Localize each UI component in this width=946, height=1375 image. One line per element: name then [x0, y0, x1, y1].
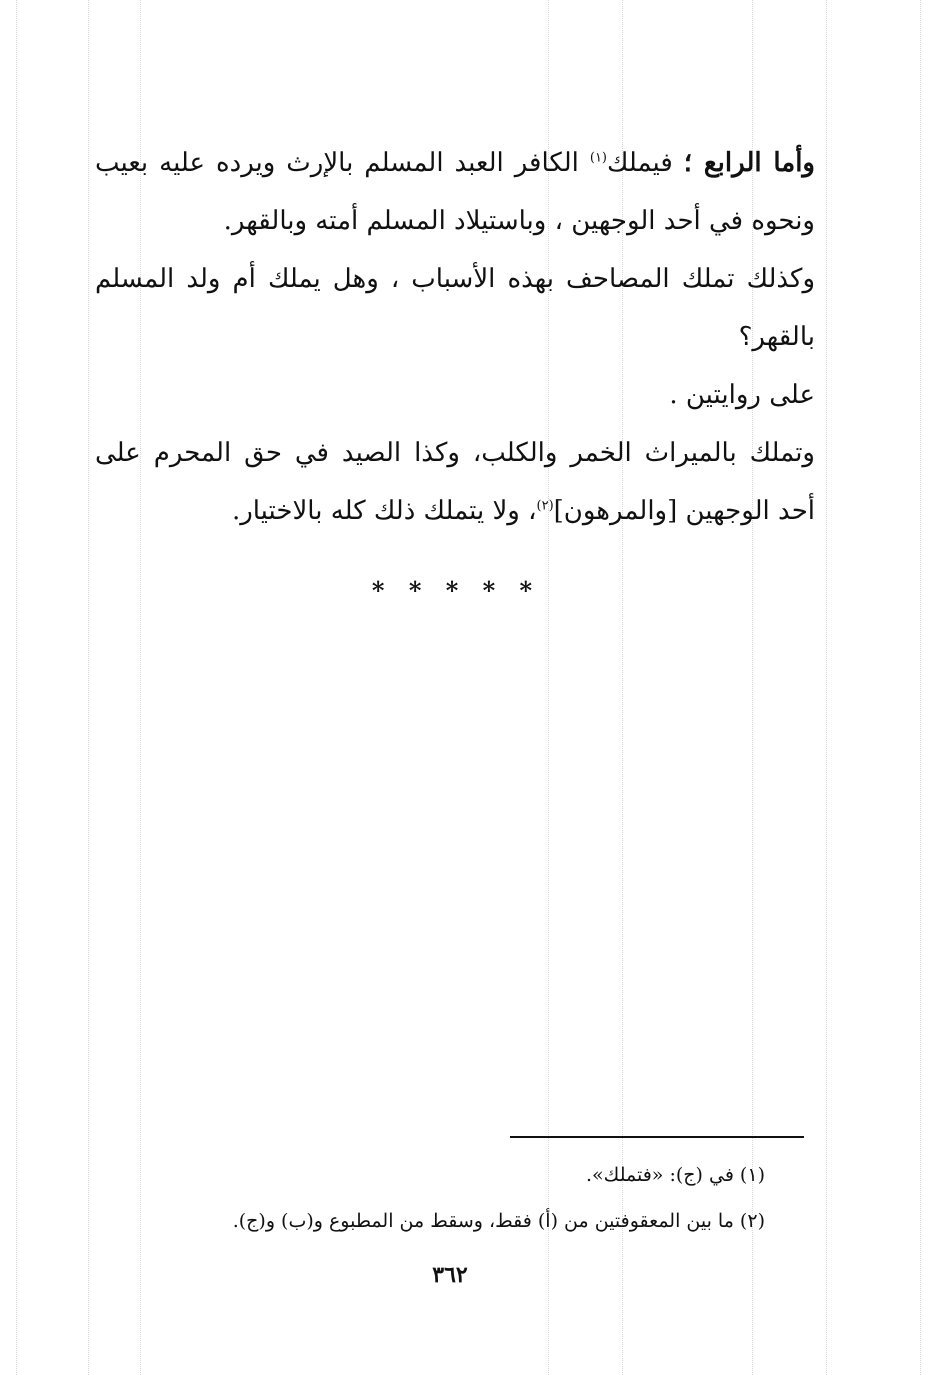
page-number: ٣٦٢: [432, 1262, 468, 1288]
paragraph-text: وتملك بالميراث الخمر والكلب، وكذا الصيد في حق المحرم على أحد الوجهين [والمرهون]: [95, 438, 815, 526]
scan-guide-line: [16, 0, 17, 1375]
paragraph-text: وكذلك تملك المصاحف بهذه الأسباب ، وهل يملك أم ولد المسلم بالقهر؟: [95, 264, 815, 352]
paragraph-lead-heading: وأما الرابع ؛: [683, 148, 815, 178]
footnote-marker-2[interactable]: (٢): [536, 498, 554, 514]
scan-guide-line: [826, 0, 827, 1375]
footnote-item: (١) في (ج): «فتملك».: [586, 1164, 765, 1186]
paragraph-text: ، ولا يتملك ذلك كله بالاختيار.: [231, 496, 537, 526]
paragraph-text: على روايتين .: [669, 380, 815, 410]
paragraph-text: الكافر العبد المسلم بالإرث ويرده عليه بعيب ونحوه في أحد الوجهين ، وباستيلاد المسلم أمته وبالقهر.: [95, 148, 815, 236]
section-separator: * * * * *: [371, 576, 541, 605]
scan-guide-line: [920, 0, 921, 1375]
paragraph-mushaf: [95, 250, 879, 366]
paragraph-fourth-type: [95, 134, 815, 250]
paragraph-inheritance: [95, 424, 879, 540]
footnote-marker-1[interactable]: (١): [589, 150, 607, 166]
footnote-divider: [510, 1136, 804, 1138]
paragraph-text: فيملك: [607, 148, 684, 178]
scan-guide-line: [88, 0, 89, 1375]
paragraph-two-narrations: [95, 366, 879, 424]
footnote-item: (٢) ما بين المعقوفتين من (أ) فقط، وسقط من المطبوع و(ب) و(ج).: [232, 1210, 765, 1232]
footnotes-list: [150, 1152, 765, 1244]
